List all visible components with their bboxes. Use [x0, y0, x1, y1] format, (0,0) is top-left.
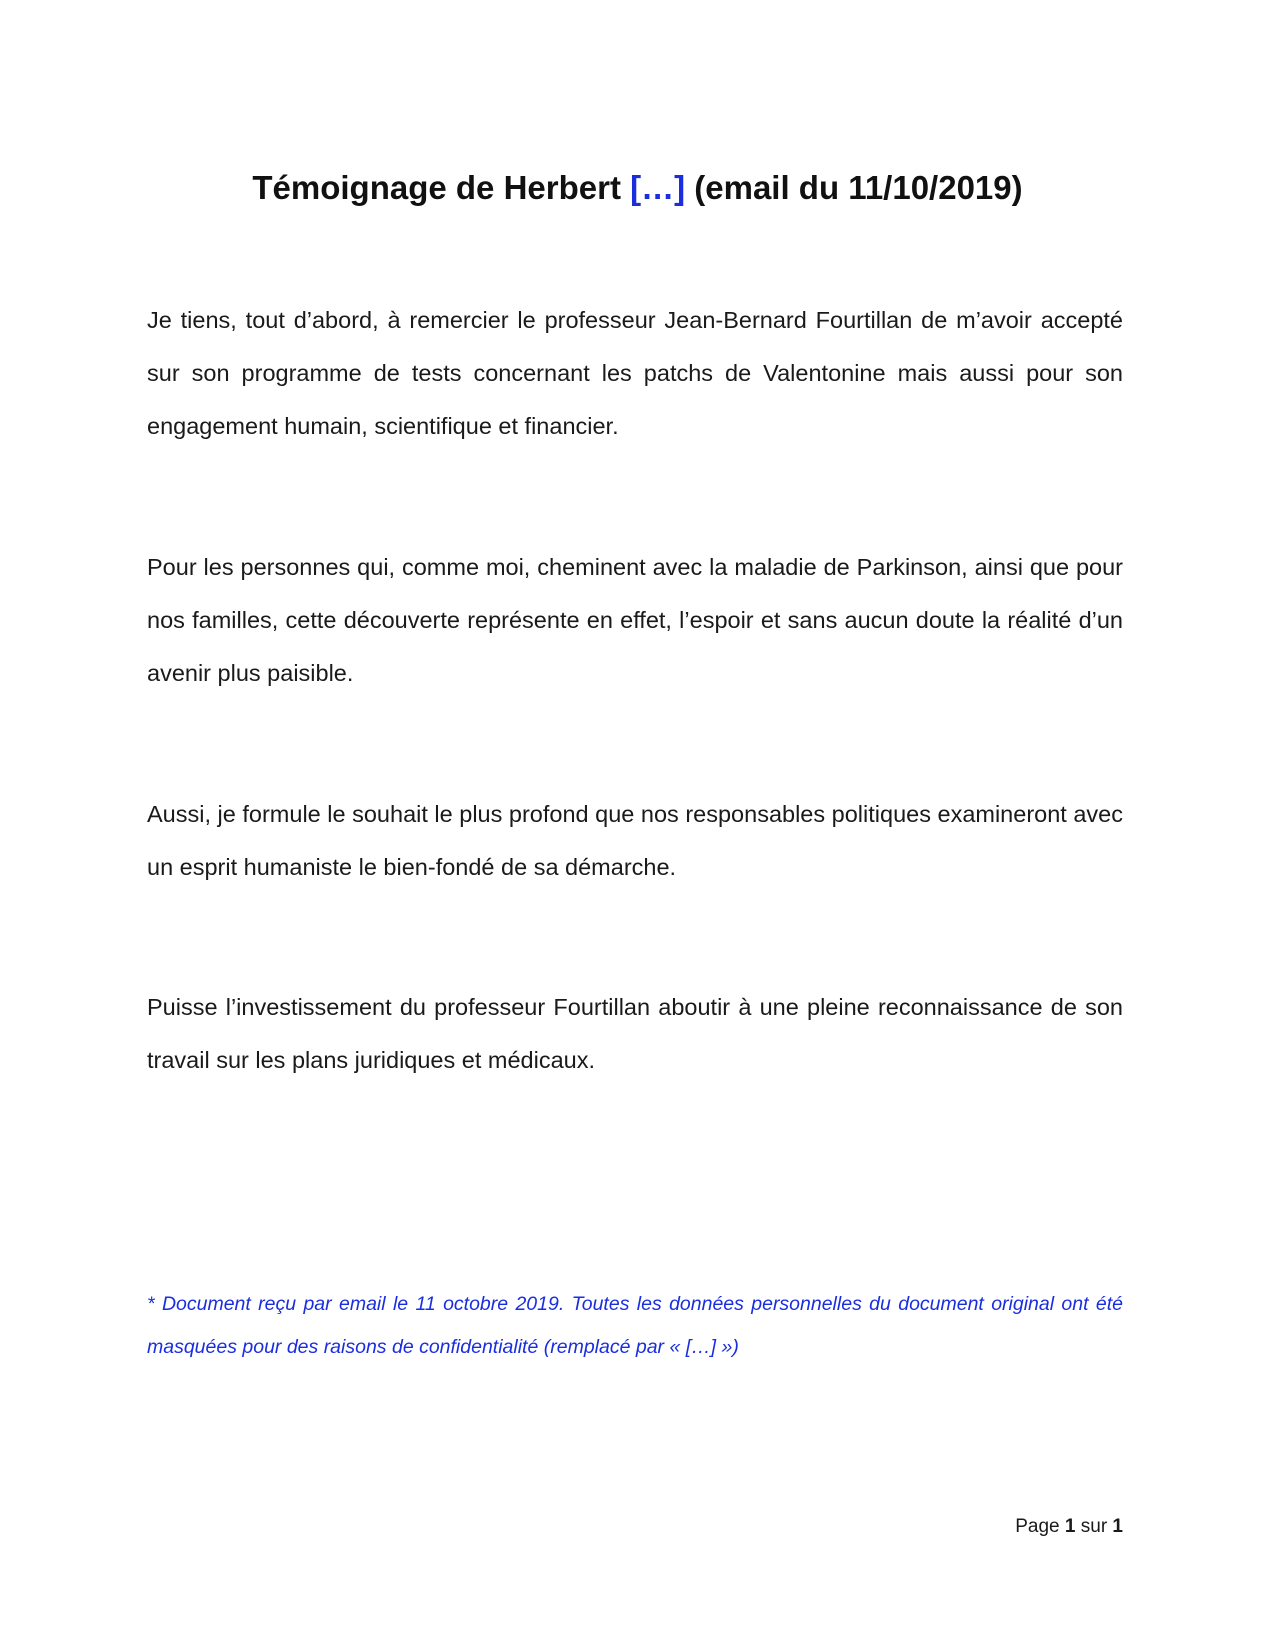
page-number: [1015, 1515, 1123, 1539]
current-page: 1: [1064, 1516, 1076, 1537]
confidentiality-note: * Document reçu par email le 11 octobre 2019. Toutes les données personnelles du document original ont été masquées pour des raisons de confidentialité (remplacé par « […] »): [147, 1293, 1123, 1358]
title-suffix: (email du 11/10/2019): [685, 169, 1023, 207]
total-pages: 1: [1112, 1516, 1123, 1537]
paragraph-politics: Aussi, je formule le souhait le plus profond que nos responsables politiques examineront avec un esprit humaniste le bien-fondé de sa démarche.: [147, 801, 1123, 880]
of-label: sur: [1075, 1516, 1113, 1537]
paragraph-parkinson: Pour les personnes qui, comme moi, cheminent avec la maladie de Parkinson, ainsi que pour nos familles, cette découverte représente en effet, l’espoir et sans aucun doute la réalité d’un avenir plus paisible.: [147, 554, 1123, 686]
paragraph-thanks: Je tiens, tout d’abord, à remercier le professeur Jean-Bernard Fourtillan de m’avoir accepté sur son programme de tests concernant les patchs de Valentonine mais aussi pour son engagement humain, scientifique et financier.: [147, 307, 1123, 439]
title-prefix: Témoignage de Herbert: [252, 169, 631, 207]
document-title: [0, 168, 1275, 208]
paragraph-recognition: Puisse l’investissement du professeur Fourtillan aboutir à une pleine reconnaissance de son travail sur les plans juridiques et médicaux.: [147, 994, 1123, 1073]
title-redacted-name: […]: [630, 169, 686, 207]
page-label: Page: [1015, 1516, 1065, 1537]
